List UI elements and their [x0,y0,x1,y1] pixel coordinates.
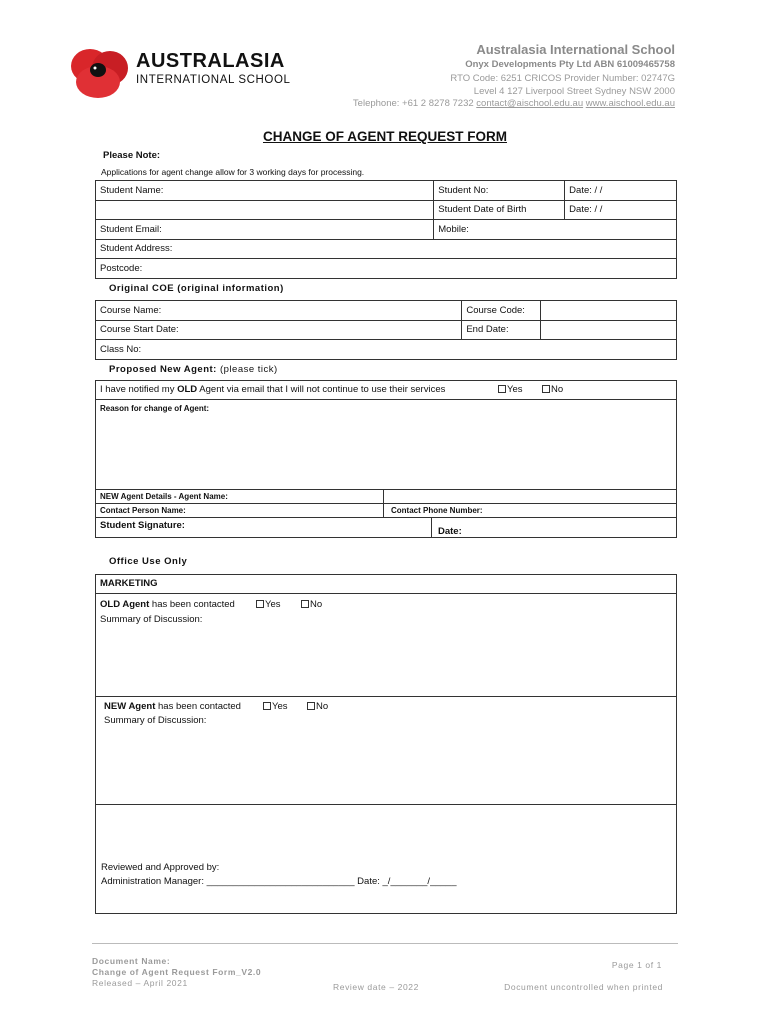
checkbox-icon[interactable] [263,702,271,710]
student-name-field[interactable]: Student Name: [96,181,434,201]
doc-name-label: Document Name: [92,956,171,966]
student-name-blank[interactable] [96,200,434,220]
checkbox-icon[interactable] [301,600,309,608]
new-agent-yes-option[interactable]: Yes [263,701,288,712]
table-row [96,259,677,279]
notified-statement: I have notified my OLD Agent via email that I will not continue to use their services [100,384,446,395]
telephone: Telephone: +61 2 8278 7232 [352,98,474,109]
notified-no-option[interactable]: No [542,384,563,395]
end-date-label: End Date: [462,320,541,340]
old-agent-no-option[interactable]: No [301,599,322,610]
review-date: Review date – 2022 [333,982,419,992]
reviewed-label: Reviewed and Approved by: [101,862,220,873]
note-heading: Please Note: [103,150,161,161]
student-details-table [95,180,677,279]
logo-wordmark: AUSTRALASIA [136,50,285,72]
class-no-field[interactable]: Class No: [96,340,677,360]
email-link[interactable]: contact@aischool.edu.au [476,98,584,109]
table-row [96,340,677,360]
contact-phone-field[interactable]: Contact Phone Number: [391,506,483,515]
student-signature-field[interactable]: Student Signature: [100,520,185,531]
website-link[interactable]: www.aischool.edu.au [585,98,675,109]
table-row [96,220,677,240]
checkbox-icon[interactable] [542,385,550,393]
table-row [96,200,677,220]
student-email-field[interactable]: Student Email: [96,220,434,240]
company-line: Onyx Developments Pty Ltd ABN 61009465758 [465,59,675,70]
table-row [96,320,677,340]
coe-heading: Original COE (original information) [109,283,284,294]
checkbox-icon[interactable] [256,600,264,608]
new-agent-summary-textarea[interactable] [96,729,676,803]
page-number: Page 1 of 1 [611,960,662,970]
coe-table [95,300,677,360]
school-logo-poppy [68,44,132,100]
logo-subtitle: INTERNATIONAL SCHOOL [136,74,291,86]
table-row [96,181,677,201]
checkbox-icon[interactable] [307,702,315,710]
new-agent-name-field[interactable]: NEW Agent Details - Agent Name: [100,492,228,501]
old-agent-yes-option[interactable]: Yes [256,599,281,610]
course-code-label: Course Code: [462,301,541,321]
marketing-label: MARKETING [100,578,158,589]
reason-label: Reason for change of Agent: [100,404,210,413]
rto-line: RTO Code: 6251 CRICOS Provider Number: 02747G [450,73,675,84]
proposed-heading [109,364,278,375]
school-name: Australasia International School [476,42,675,57]
admin-manager-line[interactable]: Administration Manager: ____________________________ Date: _/_______/_____ [101,876,457,887]
address-line: Level 4 127 Liverpool Street Sydney NSW 2000 [473,86,675,97]
new-agent-name-input[interactable] [385,490,676,503]
dob-label: Student Date of Birth [434,200,565,220]
signature-date-field[interactable]: Date: [438,526,462,537]
table-row [96,301,677,321]
office-use-heading: Office Use Only [109,556,188,567]
released-date: Released – April 2021 [92,978,188,988]
dob-date-field[interactable]: Date: / / [565,200,677,220]
table-row [96,239,677,259]
new-agent-summary-label: Summary of Discussion: [104,715,207,726]
course-name-field[interactable]: Course Name: [96,301,462,321]
proposed-heading-note: (please tick) [220,364,278,375]
form-title: CHANGE OF AGENT REQUEST FORM [262,129,507,144]
course-start-date-field[interactable]: Course Start Date: [96,320,462,340]
contact-person-field[interactable]: Contact Person Name: [100,506,186,515]
new-agent-no-option[interactable]: No [307,701,328,712]
date-field[interactable]: Date: / / [565,181,677,201]
proposed-heading-text: Proposed New Agent: [109,364,217,375]
postcode-field[interactable]: Postcode: [96,259,677,279]
course-code-field[interactable] [541,301,677,321]
student-address-field[interactable]: Student Address: [96,239,677,259]
notified-yes-option[interactable]: Yes [498,384,523,395]
mobile-field[interactable]: Mobile: [434,220,677,240]
old-agent-summary-textarea[interactable] [96,628,676,694]
doc-name: Change of Agent Request Form_V2.0 [92,967,262,977]
old-agent-summary-label: Summary of Discussion: [100,614,203,625]
student-no-field[interactable]: Student No: [434,181,565,201]
note-text: Applications for agent change allow for 3 working days for processing. [101,167,365,177]
contact-line [353,98,675,109]
old-agent-contacted: OLD Agent has been contacted [100,599,235,610]
uncontrolled-note: Document uncontrolled when printed [504,982,663,992]
end-date-field[interactable] [541,320,677,340]
checkbox-icon[interactable] [498,385,506,393]
reason-textarea[interactable] [96,416,676,488]
new-agent-contacted: NEW Agent has been contacted [104,701,241,712]
